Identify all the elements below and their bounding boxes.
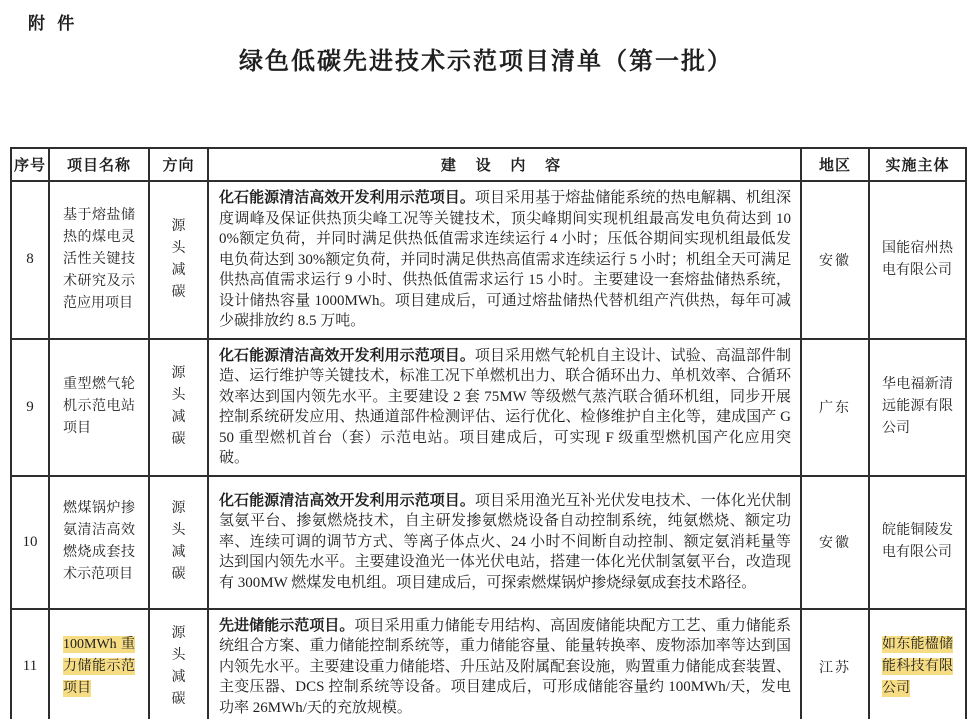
project-name-cell [49, 339, 149, 476]
direction-cell: 源头减碳 [149, 339, 208, 476]
content-lead: 化石能源清洁高效开发利用示范项目。 [219, 190, 475, 206]
entity-cell [869, 339, 966, 476]
project-name: 基于熔盐储热的煤电灵活性关键技术研究及示范应用项目 [63, 207, 135, 311]
header-row [11, 148, 966, 181]
table-row [11, 609, 966, 719]
region-cell: 安徽 [801, 476, 869, 609]
region-cell: 江苏 [801, 609, 869, 719]
col-header-content: 建 设 内 容 [208, 148, 801, 181]
entity-name: 皖能铜陵发电有限公司 [882, 523, 953, 560]
entity-cell [869, 181, 966, 339]
region-cell: 广东 [801, 339, 869, 476]
content-cell [208, 339, 801, 476]
col-header-direction: 方向 [149, 148, 208, 181]
table-row [11, 181, 966, 339]
serial-cell: 11 [11, 609, 49, 719]
project-name-highlighted: 100MWh 重力储能示范项目 [63, 636, 135, 696]
direction-cell: 源头减碳 [149, 609, 208, 719]
serial-cell: 8 [11, 181, 49, 339]
content-body: 项目采用燃气轮机自主设计、试验、高温部件制造、运行维护等关键技术，标准工况下单燃机出力、联合循环出力、单机效率、合循环效率达到国内领先水平。主要建设 2 套 75MW 等级燃气蒸汽联合循环机组，同步开展控制系统研发应用、热通道部件检测评估、运行优化、检修维护自主化等，建成国产 G50 重型燃机首台（套）示范电站。项目建成后，可实现 F 级重型燃机国产化应用突破。 [219, 347, 791, 466]
content-body: 项目采用渔光互补光伏发电技术、一体化光伏制氢氨平台、掺氨燃烧技术，自主研发掺氨燃烧设备自动控制系统，纯氨燃烧、额定功率、连续可调的调节方式、等离子体点火、24 小时不间断自动控制、额定氨消耗量等达到国内领先水平。主要建设渔光一体光伏电站，搭建一体化光伏制氢氨平台，改造现有 300MW 燃煤发电机组。项目建成后，可探索燃煤锅炉掺烧绿氨成套技术路径。 [219, 492, 791, 591]
content-cell [208, 609, 801, 719]
content-lead: 先进储能示范项目。 [219, 617, 355, 634]
entity-cell [869, 476, 966, 609]
projects-table [10, 147, 967, 719]
content-body: 项目采用基于熔盐储能系统的热电解耦、机组深度调峰及保证供热顶尖峰工况等关键技术，顶尖峰期间实现机组最高发电负荷达到 100%额定负荷，并同时满足供热低值需求连续运行 4 小时；压低谷期间实现机组最低发电负荷达到 30%额定负荷，并同时满足供热高值需求连续运行 5 小时；机组全天可满足供热高值需求运行 9 小时、供热低值需求运行 15 小时。主要建设一套熔盐储热系统，设计储热容量 1000MWh。项目建成后，可通过熔盐储热代替机组产汽供热，每年可减少碳排放约 8.5 万吨。 [219, 190, 791, 329]
content-body: 项目采用重力储能专用结构、高固废储能块配方工艺、重力储能系统组合方案、重力储能控制系统等，重力储能容量、能量转换率、废物添加率等达到国内领先水平。主要建设重力储能塔、升压站及附属配套设施，购置重力储能成套装置、主变压器、DCS 控制系统等设备。项目建成后，可形成储能容量约 100MWh/天，发电功率 26MWh/天的充放规模。 [219, 617, 791, 716]
col-header-project-name: 项目名称 [49, 148, 149, 181]
col-header-entity: 实施主体 [869, 148, 966, 181]
serial-cell: 9 [11, 339, 49, 476]
col-header-region: 地区 [801, 148, 869, 181]
project-name-cell [49, 181, 149, 339]
table-row [11, 339, 966, 476]
content-cell [208, 181, 801, 339]
project-name-cell [49, 476, 149, 609]
project-name-cell [49, 609, 149, 719]
content-lead: 化石能源清洁高效开发利用示范项目。 [219, 492, 475, 509]
col-header-serial: 序号 [11, 148, 49, 181]
entity-cell [869, 609, 966, 719]
page-title: 绿色低碳先进技术示范项目清单（第一批） [239, 49, 733, 75]
entity-name: 国能宿州热电有限公司 [882, 240, 953, 278]
project-name: 重型燃气轮机示范电站项目 [63, 377, 135, 436]
region-cell: 安徽 [801, 181, 869, 339]
project-name: 燃煤锅炉掺氨清洁高效燃烧成套技术示范项目 [63, 501, 135, 582]
content-cell [208, 476, 801, 609]
entity-name-highlighted: 如东能楹储能科技有限公司 [882, 636, 953, 696]
serial-cell: 10 [11, 476, 49, 609]
table-row [11, 476, 966, 609]
content-lead: 化石能源清洁高效开发利用示范项目。 [219, 347, 475, 364]
direction-cell: 源头减碳 [149, 181, 208, 339]
attachment-label: 附 件 [28, 14, 79, 33]
direction-cell: 源头减碳 [149, 476, 208, 609]
entity-name: 华电福新清远能源有限公司 [882, 377, 953, 436]
